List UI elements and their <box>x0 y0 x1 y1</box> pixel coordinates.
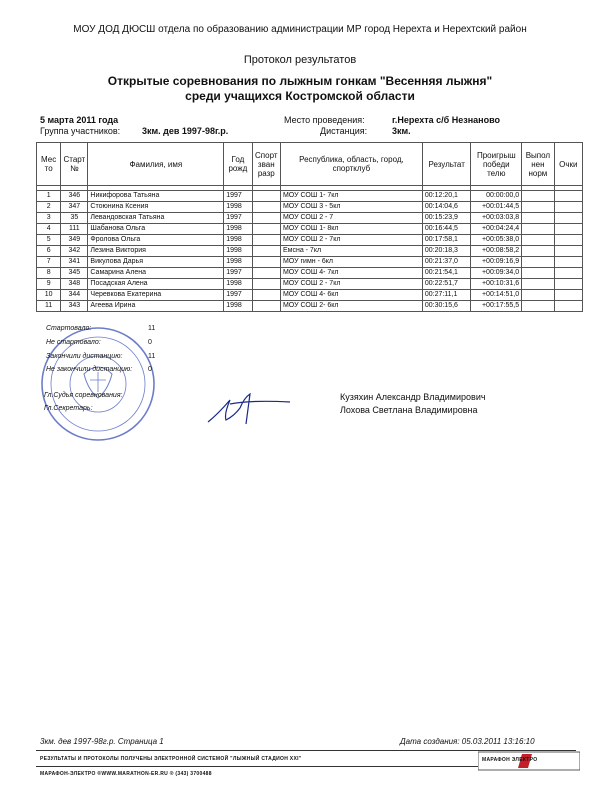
col-place: Мес то <box>37 143 61 186</box>
group-label: Группа участников: <box>40 126 121 136</box>
secretary-name: Лохова Светлана Владимировна <box>340 405 478 415</box>
competition-title-line1: Открытые соревнования по лыжным гонкам "Весенняя лыжня" <box>107 74 493 88</box>
stat-finished-label: Закончили дистанцию: <box>46 353 123 360</box>
col-result: Результат <box>422 143 471 186</box>
results-table <box>36 142 583 312</box>
col-completed: Выпол нен норм <box>522 143 554 186</box>
venue-value: г.Нерехта с/б Незнаново <box>392 115 500 125</box>
col-region: Республика, область, город, спортклуб <box>280 143 422 186</box>
competition-date: 5 марта 2011 года <box>40 115 119 125</box>
contact-line: МАРАФОН-ЭЛЕКТРО ®WWW.MARATHON-ER.RU ® (343) 3700488 <box>40 771 212 777</box>
stat-started-value: 11 <box>148 325 156 332</box>
competition-title-line2: среди учащихся Костромской области <box>185 89 415 103</box>
chief-judge-name: Кузяхин Александр Владимирович <box>340 392 486 402</box>
table-header-row <box>37 143 583 186</box>
col-name: Фамилия, имя <box>88 143 224 186</box>
stat-not-started-label: Не стартовало: <box>46 339 101 346</box>
table-row: 10 344 Черевкова Екатерина 1997 МОУ СОШ 4- 6кл 00:27:11,1 +00:14:51,0 <box>37 290 583 301</box>
table-row: 4 111 Шабанова Ольга 1998 МОУ СОШ 1- 8кл 00:16:44,5 +00:04:24,4 <box>37 224 583 235</box>
stat-not-finished-value: 0 <box>148 366 152 373</box>
venue-label: Место проведения: <box>284 115 365 125</box>
official-stamp <box>36 318 156 448</box>
logo-text: МАРАФОН ЭЛЕКТРО <box>482 757 538 763</box>
col-rank: Спорт зван разр <box>252 143 280 186</box>
col-points: Очки <box>554 143 582 186</box>
creation-date: Дата создания: 05.03.2011 13:16:10 <box>400 737 535 746</box>
table-row: 3 35 Левандовская Татьяна 1997 МОУ СОШ 2 - 7 00:15:23,9 +00:03:03,8 <box>37 213 583 224</box>
page-info: 3км. дев 1997-98г.р. Страница 1 <box>40 737 164 746</box>
stat-not-finished-label: Не закончили дистанцию: <box>46 366 133 373</box>
marathon-logo <box>478 748 580 774</box>
table-row: 11 343 Агеева Ирина 1998 МОУ СОШ 2- 6кл 00:30:15,6 +00:17:55,5 <box>37 301 583 312</box>
table-row: 9 348 Посадская Алена 1998 МОУ СОШ 2 - 7кл 00:22:51,7 +00:10:31,6 <box>37 279 583 290</box>
col-year: Год рожд <box>224 143 252 186</box>
stat-not-started-value: 0 <box>148 339 152 346</box>
software-line: РЕЗУЛЬТАТЫ И ПРОТОКОЛЫ ПОЛУЧЕНЫ ЭЛЕКТРОННОЙ СИСТЕМОЙ "ЛЫЖНЫЙ СТАДИОН XXI" <box>40 756 302 762</box>
protocol-title: Протокол результатов <box>243 54 357 66</box>
distance-label: Дистанция: <box>320 126 368 136</box>
col-bib: Старт № <box>61 143 88 186</box>
distance-value: 3км. <box>392 126 411 136</box>
table-row: 2 347 Стоюнина Ксения 1998 МОУ СОШ 3 - 5кл 00:14:04,6 +00:01:44,5 <box>37 202 583 213</box>
chief-judge-label: Гл.Судья соревнования: <box>44 392 123 399</box>
stat-finished-value: 11 <box>148 353 156 360</box>
table-row: 1 346 Никифорова Татьяна 1997 МОУ СОШ 1- 7кл 00:12:20,1 00:00:00,0 <box>37 191 583 202</box>
col-behind: Проигрыш победи телю <box>471 143 522 186</box>
organization-header: МОУ ДОД ДЮСШ отдела по образованию администрации МР город Нерехта и Нерехтский район <box>73 24 527 35</box>
table-row: 6 342 Лезина Виктория 1998 Емсна - 7кл 00:20:18,3 +00:08:58,2 <box>37 246 583 257</box>
table-row: 5 349 Фролова Ольга 1998 МОУ СОШ 2 - 7кл 00:17:58,1 +00:05:38,0 <box>37 235 583 246</box>
table-row: 7 341 Викулова Дарья 1998 МОУ гимн - 6кл 00:21:37,0 +00:09:16,9 <box>37 257 583 268</box>
secretary-label: Гл.Секретарь: <box>44 405 93 412</box>
table-row: 8 345 Самарина Алена 1997 МОУ СОШ 4- 7кл 00:21:54,1 +00:09:34,0 <box>37 268 583 279</box>
stat-started-label: Стартовало: <box>46 325 92 332</box>
signature <box>200 382 300 432</box>
group-value: 3км. дев 1997-98г.р. <box>142 126 229 136</box>
